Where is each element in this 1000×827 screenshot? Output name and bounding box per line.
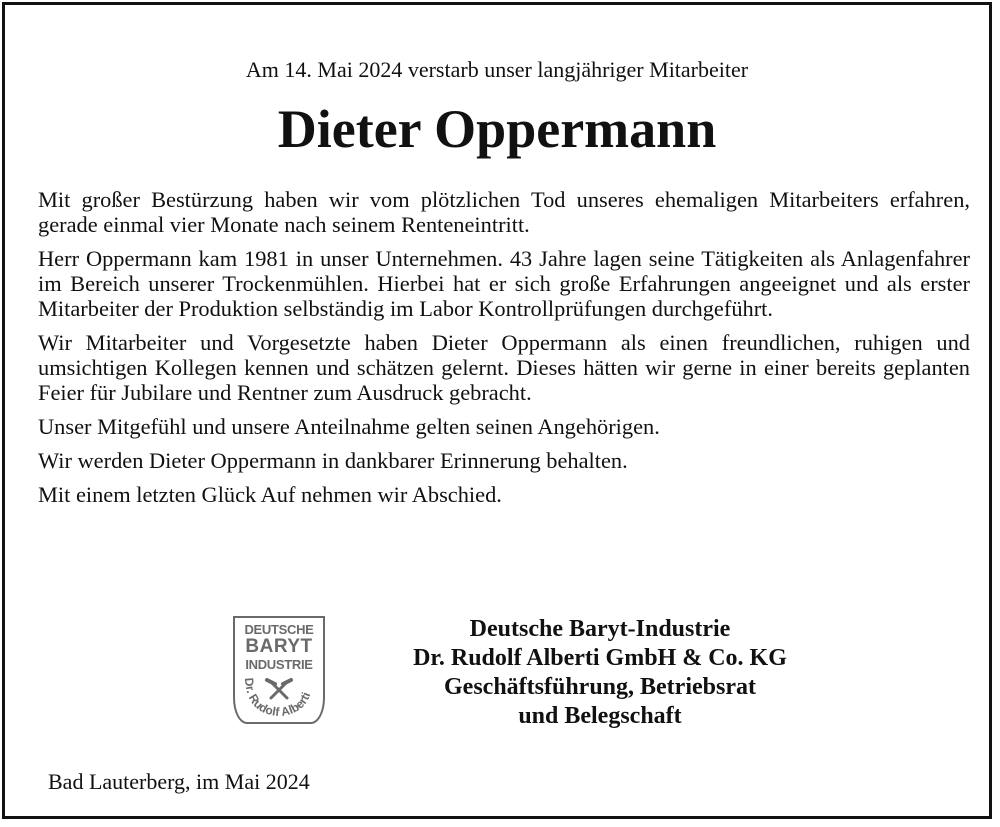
company-line: und Belegschaft bbox=[518, 703, 682, 729]
logo-emblem bbox=[235, 618, 323, 722]
obituary-notice bbox=[2, 2, 992, 819]
paragraph: Wir Mitarbeiter und Vorgesetzte haben Dieter Oppermann als einen freundlichen, ruhigen und umsichtigen Kollegen kennen und schätzen gelernt. Dieses hätten wir gerne in einer bereits geplanten Feier für Jubilare und Rentner zum Ausdruck gebracht. bbox=[38, 330, 970, 405]
logo-arc-text: Dr. Rudolf Alberti bbox=[241, 677, 314, 720]
company-signature bbox=[335, 615, 865, 731]
paragraph: Mit großer Bestürzung haben wir vom plötzlichen Tod unseres ehemaligen Mitarbeiters erfahren, gerade einmal vier Monate nach seinem Renteneintritt. bbox=[38, 187, 970, 237]
logo-line-2: BARYT bbox=[245, 636, 313, 657]
paragraph: Herr Oppermann kam 1981 in unser Unternehmen. 43 Jahre lagen seine Tätigkeiten als Anlagenfahrer im Bereich unserer Trockenmühlen. Hierbei hat er sich große Erfahrungen angeeignet und als erster Mitarbeiter der Produktion selbständig im Labor Kontrollprüfungen durchgeführt. bbox=[38, 246, 970, 321]
paragraph: Wir werden Dieter Oppermann in dankbarer Erinnerung behalten. bbox=[38, 448, 628, 473]
deceased-name: Dieter Oppermann bbox=[277, 99, 717, 159]
place-and-date: Bad Lauterberg, im Mai 2024 bbox=[48, 769, 310, 794]
company-line: Deutsche Baryt-Industrie bbox=[469, 616, 731, 642]
paragraph: Mit einem letzten Glück Auf nehmen wir Abschied. bbox=[38, 482, 502, 507]
paragraph: Unser Mitgefühl und unsere Anteilnahme gelten seinen Angehörigen. bbox=[38, 414, 660, 439]
company-logo bbox=[233, 616, 325, 724]
company-line: Geschäftsführung, Betriebsrat bbox=[444, 674, 756, 700]
logo-line-1: DEUTSCHE bbox=[244, 622, 314, 637]
hammer-and-pick-icon bbox=[267, 680, 291, 698]
notice-body bbox=[38, 187, 970, 516]
intro-line: Am 14. Mai 2024 verstarb unser langjähriger Mitarbeiter bbox=[245, 57, 749, 82]
company-line: Dr. Rudolf Alberti GmbH & Co. KG bbox=[413, 645, 787, 671]
logo-line-3: INDUSTRIE bbox=[245, 657, 313, 672]
